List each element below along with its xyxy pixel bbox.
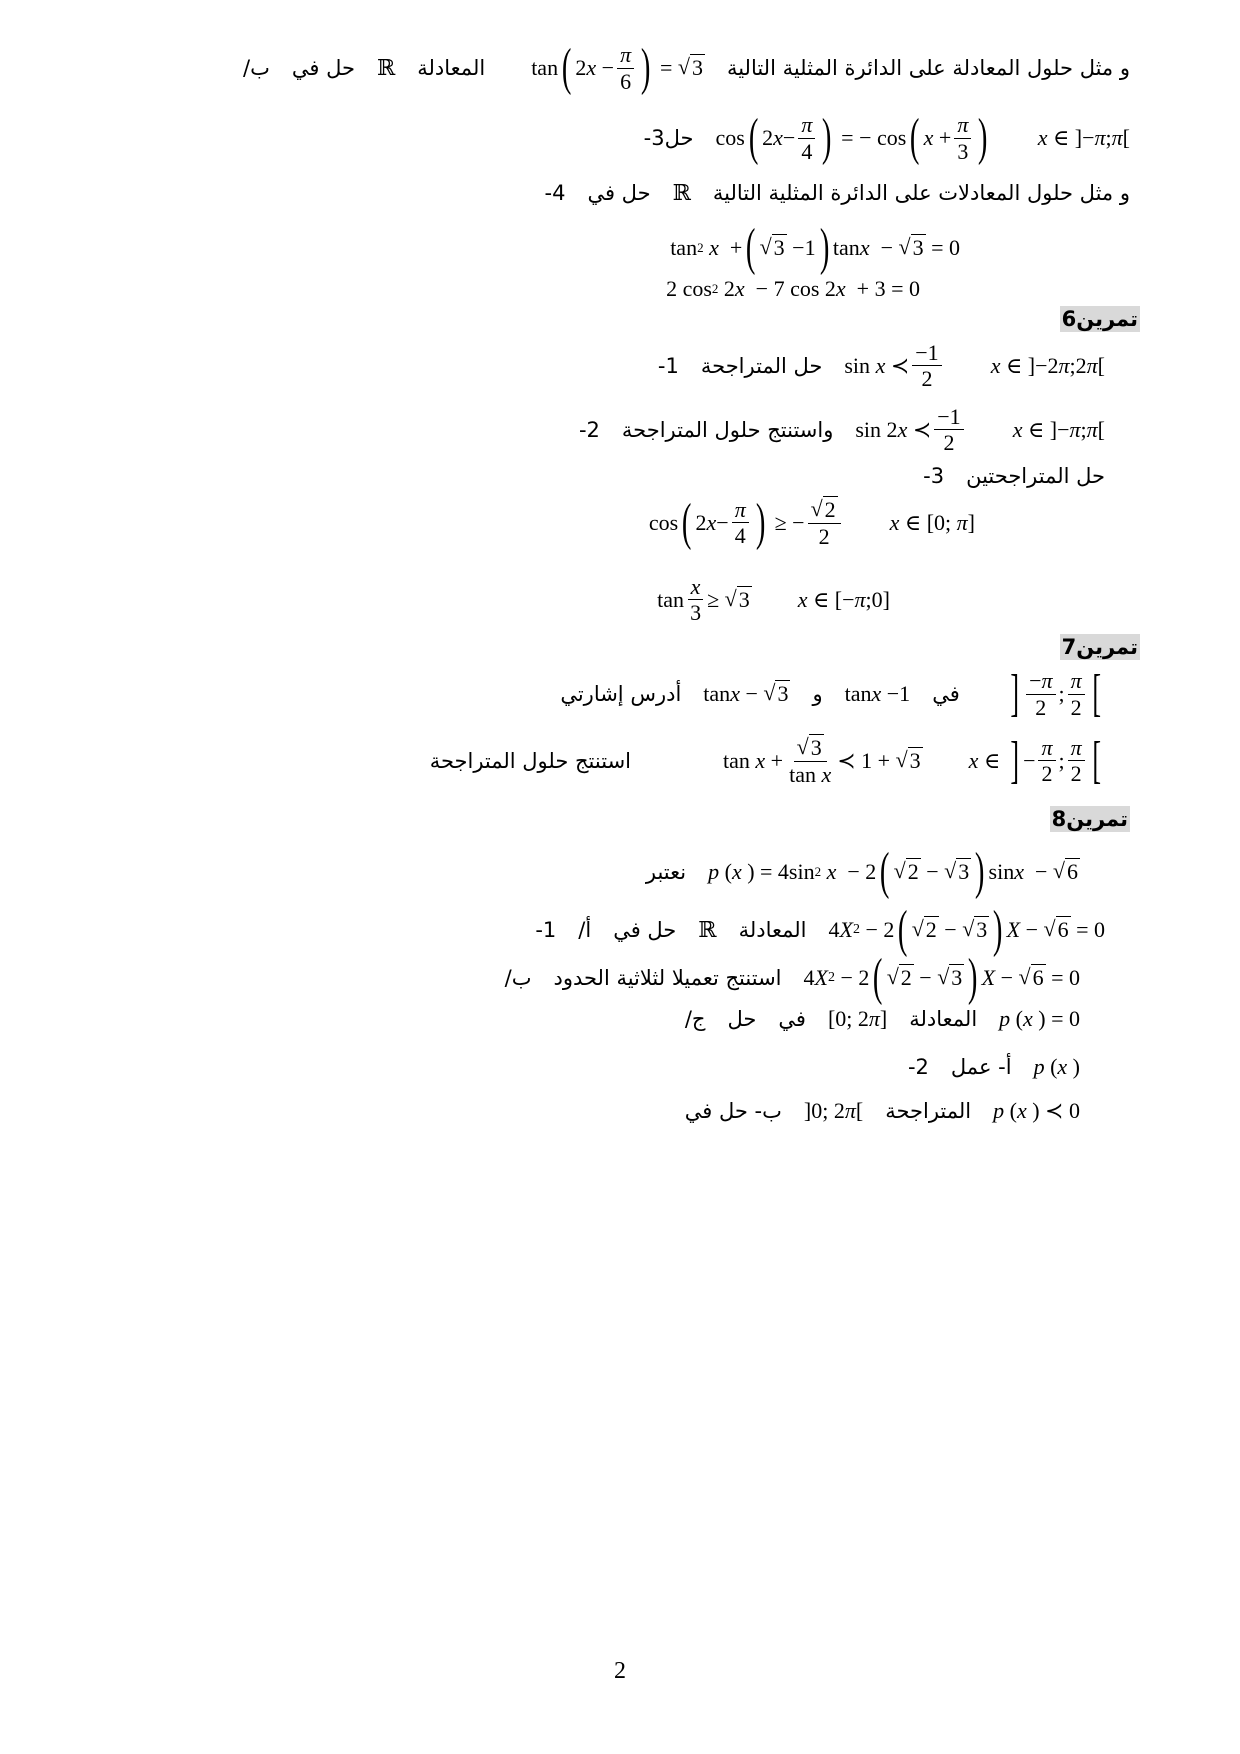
text: و مثل حلول المعادلات على الدائرة المثلية التالية: [712, 181, 1130, 205]
text: و مثل حلول المعادلة على الدائرة المثلية التالية: [726, 56, 1130, 80]
interval: [0; 2 π ]: [827, 1006, 888, 1031]
equation: 4 X 2 − 2 ( √ 2 − √ 3 ) X − √ 6 = 0: [803, 949, 1080, 1006]
ex7-line2: [429, 731, 1105, 789]
text: المعادلة: [738, 918, 807, 942]
ex5-part-b: [243, 39, 1130, 96]
equation: cos ( 2 x − $\frac{\pi}{4}$ ) = − cos ( x + $\frac{\pi}{3}$ ): [715, 109, 988, 166]
ex8-q2a: [908, 1054, 1080, 1080]
text: حل في: [291, 56, 355, 80]
text: حل في: [587, 181, 651, 205]
ex6-q3-ineq1: [648, 493, 975, 551]
label: ب/: [243, 56, 270, 80]
ex5-q4-eq2: [666, 276, 920, 302]
interval: x ∈ ]− π ; π [: [1012, 416, 1105, 442]
text: استنتج حلول المتراجحة: [429, 748, 632, 773]
interval: x ∈ [− π ;0]: [797, 586, 890, 612]
text: واستنتج حلول المتراجحة: [621, 417, 834, 442]
ex5-q4: [545, 180, 1131, 206]
text: ب- حل في: [684, 1099, 782, 1123]
inequality: p ( x ) ≺ 0: [993, 1098, 1080, 1123]
text: استنتج تعميلا لثلاثية الحدود: [553, 966, 782, 990]
label: 2-: [578, 417, 600, 442]
interval: x ∈ ]− π ; π [: [1037, 125, 1130, 150]
exercise-heading: تمرين6: [1061, 307, 1138, 331]
text: حل: [727, 1007, 757, 1031]
interval: x ∈ ] − $\frac{\pi}{2}$ ; $\frac{\pi}{2}$ [: [968, 731, 1101, 789]
text: حل المتراجحتين: [966, 464, 1105, 488]
ex5-q3: [643, 109, 1130, 166]
inequality: sin x ≺ $\frac{-1}{2}$: [844, 340, 944, 392]
text: أدرس إشارتي: [560, 682, 682, 706]
interval: x ∈ [0; π ]: [889, 509, 975, 535]
ex7-line1: [560, 665, 1105, 722]
label: ب/: [504, 966, 532, 990]
ex6-q2: [579, 404, 1105, 456]
expression: tan x − √ 3: [703, 680, 789, 707]
expression: p ( x ): [1033, 1054, 1080, 1079]
label: 1-: [657, 353, 679, 378]
polynomial-definition: p ( x ) = 4sin 2 x − 2 ( √ 2 − √ 3 ) sin x − √ 6: [708, 843, 1078, 900]
label: 4-: [544, 181, 566, 205]
ex8-q2b: [685, 1098, 1080, 1124]
label: 1-: [535, 918, 557, 942]
equation: p ( x ) = 0: [999, 1006, 1080, 1031]
equation: 2 cos 2 2 x − 7 cos 2 x + 3 = 0: [666, 276, 920, 301]
inequality: sin 2 x ≺ $\frac{-1}{2}$: [855, 404, 966, 456]
text: في: [932, 682, 960, 706]
expression: tan x −1: [844, 681, 911, 706]
ex6-q3-ineq2: [657, 574, 890, 626]
text: المتراجحة: [885, 1099, 972, 1123]
page-number: 2: [614, 1658, 626, 1684]
set-symbol: ℝ: [698, 917, 717, 942]
ex8-intro: [645, 843, 1080, 900]
text: المعادلة: [909, 1007, 978, 1031]
ex5-q4-eq1: [670, 219, 960, 276]
ex8-q1b: [504, 949, 1080, 1006]
ex8-q1a: [535, 901, 1105, 958]
set-symbol: ℝ: [672, 180, 691, 205]
label: أ/: [578, 918, 592, 942]
text: حل في: [613, 918, 677, 942]
exercise-heading: تمرين8: [1051, 807, 1128, 831]
text: حل المتراجحة: [700, 353, 823, 378]
label: 3-: [923, 464, 945, 488]
text: و: [812, 682, 823, 706]
set-symbol: ℝ: [376, 55, 396, 80]
ex8-q1c: [685, 1006, 1080, 1032]
text: أ- عمل: [950, 1055, 1012, 1079]
label: 2-: [907, 1055, 929, 1079]
text: حل: [664, 126, 694, 150]
ex6-q3: [923, 464, 1105, 488]
equation: 4 X 2 − 2 ( √ 2 − √ 3 ) X − √ 6 = 0: [828, 901, 1105, 958]
inequality: tan x + √ 3 tan x ≺ 1 + √ 3: [723, 734, 921, 788]
interval: x ∈ ]−2 π ;2 π [: [990, 352, 1105, 378]
interval: ]0; 2 π [: [803, 1098, 864, 1123]
equation: tan ( 2 x − $\frac{\pi}{6}$ ) = √ 3: [531, 39, 703, 96]
inequality: cos ( 2 x − $\frac{\pi}{4}$ ) ≥ − √ 2 2: [649, 496, 844, 550]
exercise-heading: تمرين7: [1061, 635, 1138, 659]
interval: ] $\frac{-\pi}{2}$ ; $\frac{\pi}{2}$ [: [1010, 665, 1101, 722]
text: المعادلة: [417, 56, 486, 80]
ex6-q1: [658, 340, 1105, 392]
inequality: tan $\frac{x}{3}$ ≥ √ 3: [657, 574, 750, 626]
label: ج/: [684, 1007, 706, 1031]
equation: tan 2 x + ( √ 3 −1 ) tan x − √ 3 = 0: [670, 219, 960, 276]
text: نعتبر: [645, 860, 687, 884]
label: 3-: [643, 126, 665, 150]
text: في: [778, 1007, 806, 1031]
